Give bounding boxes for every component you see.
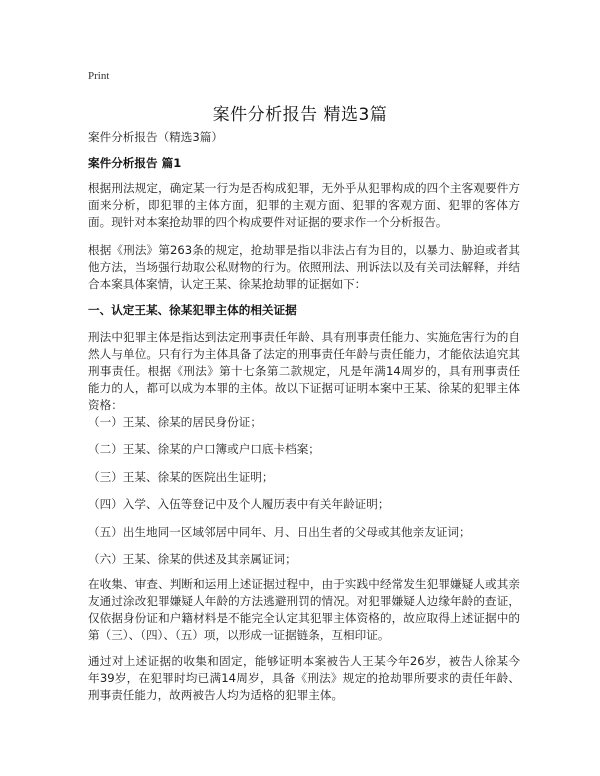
section-heading: 案件分析报告 篇1 [88,156,182,170]
list-item: （六）王某、徐某的供述及其亲属证词； [88,551,297,566]
print-label[interactable]: Print [88,70,110,82]
paragraph-intro: 根据刑法规定，确定某一行为是否构成犯罪，无外乎从犯罪构成的四个主客观要件方面来分析，即犯罪的主体方面，犯罪的主观方面、犯罪的客观方面、犯罪的客体方面。现针对本案抢劫罪的四个构成要件对证据的要求作一个分析报告。 [88,181,520,229]
list-item: （一）王某、徐某的居民身份证； [88,415,262,429]
paragraph-definition: 根据《刑法》第263条的规定，抢劫罪是指以非法占有为目的，以暴力、胁迫或者其他方法，当场强行劫取公私财物的行为。依照刑法、刑诉法以及有关司法解释，并结合本案具体案情，认定王某、徐某抢劫罪的证据如下： [88,243,520,291]
list-item: （二）王某、徐某的户口簿或户口底卡档案； [88,442,320,457]
evidence-list [88,414,520,578]
list-item: （四）入学、入伍等登记中及个人履历表中有关年龄证明； [88,497,390,512]
list-item: （五）出生地同一区域邻居中同年、月、日出生者的父母或其他亲友证词； [88,524,471,539]
list-item: （三）王某、徐某的医院出生证明； [88,469,274,484]
paragraph-criminal-subject: 刑法中犯罪主体是指达到法定刑事责任年龄、具有刑事责任能力、实施危害行为的自然人与单位。只有行为主体具备了法定的刑事责任年龄与责任能力，才能依法追究其刑事责任。根据《刑法》第十七条第二款规定，凡是年满14周岁的，具有刑事责任能力的人，都可以成为本罪的主体。故以下证据可证明本案中王某、徐某的犯罪主体资格： [88,330,520,412]
subheading-subject-evidence: 一、认定王某、徐某犯罪主体的相关证据 [88,303,297,317]
page-title: 案件分析报告 精选3篇 [212,105,388,125]
paragraph-conclusion: 通过对上述证据的收集和固定，能够证明本案被告人王某今年26岁，被告人徐某今年39岁，在犯罪时均已满14周岁，具备《刑法》规定的抢劫罪所要求的责任年龄、刑事责任能力，故两被告人均为适格的犯罪主体。 [88,654,520,702]
paragraph-evidence-collection: 在收集、审查、判断和运用上述证据过程中，由于实践中经常发生犯罪嫌疑人或其亲友通过涂改犯罪嫌疑人年龄的方法逃避刑罚的情况。对犯罪嫌疑人边缘年龄的查证，仅依据身份证和户籍材料是不能完全认定其犯罪主体资格的，故应取得上述证据中的第（三）、（四）、（五）项，以形成一证据链条，互相印证。 [88,577,520,642]
document-subtitle: 案件分析报告（精选3篇） [88,130,223,144]
